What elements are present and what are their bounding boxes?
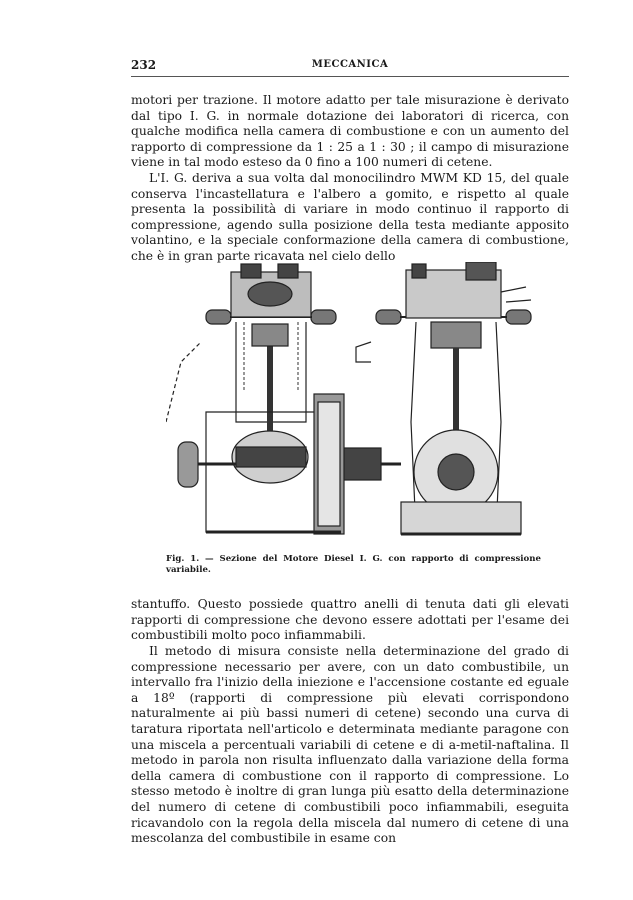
paragraph-1: motori per trazione. Il motore adatto per tale misurazione è derivato dal tipo I. G. in normale dotazione dei laboratori di ricerca, con qualche modifica nella camera di combustione e con un aumento del rapporto di compressione da 1 : 25 a 1 : 30 ; il campo di misurazione viene in tal modo esteso da 0 fino a 100 numeri di cetene. <box>131 93 569 170</box>
page-header <box>131 58 569 74</box>
engine-cross-section-figure <box>166 262 541 547</box>
engine-drawing <box>166 262 541 547</box>
header-rule <box>131 76 569 77</box>
figure-caption: Fig. 1. — Sezione del Motore Diesel I. G. con rapporto di compressione variabile. <box>166 554 541 575</box>
paragraph-3: stantuffo. Questo possiede quattro anelli di tenuta dati gli elevati rapporti di compressione che devono essere adottati per l'esame dei combustibili molto poco infiammabili. <box>131 597 569 643</box>
running-title: MECCANICA <box>311 59 389 70</box>
paragraph-4: Il metodo di misura consiste nella determinazione del grado di compressione necessario per avere, con un dato combustibile, un intervallo fra l'inizio della iniezione e l'accensione costante ed eguale a 18º (rapporti di compressione più elevati corrispondono naturalmente ai più bassi numeri di cetene) secondo una curva di taratura riportata nell'articolo e determinata mediante paragone con una miscela a percentuali variabili di cetene e di a-metil-naftalina. Il metodo in parola non risulta influenzato dalla variazione della forma della camera di combustione con il rapporto di compressione. Lo stesso metodo è inoltre di gran lunga più esatto della determinazione del numero di cetene di combustibili poco infiammabili, eseguita ricavandolo con la regola della miscela dal numero di cetene di una mescolanza del combustibile in esame con <box>131 644 569 846</box>
page-number: 232 <box>131 58 157 72</box>
paragraph-2: L'I. G. deriva a sua volta dal monocilindro MWM KD 15, del quale conserva l'incastellatura e l'albero a gomito, e rispetto al quale presenta la possibilità di variare in modo continuo il rapporto di compressione, agendo sulla posizione della testa mediante apposito volantino, e la speciale conformazione della camera di combustione, che è in gran parte ricavata nel cielo dello <box>131 171 569 263</box>
